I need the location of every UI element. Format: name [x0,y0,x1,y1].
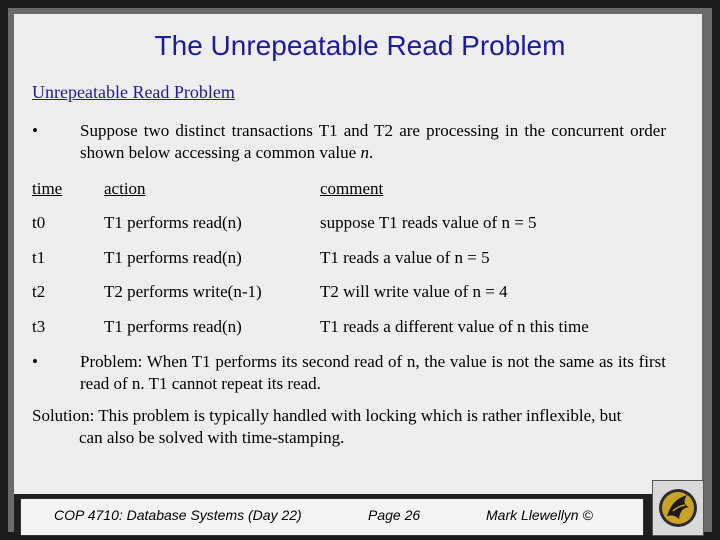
table-cell-action: T1 performs read(n) [104,248,242,267]
intro-text: Suppose two distinct transactions T1 and T2 are processing in the concurrent order shown below accessing a common value [80,121,666,162]
table-cell-comment: T2 will write value of n = 4 [320,282,508,301]
table-header-time: time [32,179,63,198]
table-cell-time: t2 [32,282,46,301]
footer-author: Mark Llewellyn © [486,507,593,523]
table-cell-comment: T1 reads a different value of n this time [320,317,589,336]
problem-paragraph: Problem: When T1 performs its second read of n, the value is not the same as its first read of n. T1 cannot repeat its read. [80,352,666,393]
table-cell-comment: T1 reads a value of n = 5 [320,248,490,267]
slide-title: The Unrepeatable Read Problem [154,30,566,61]
table-header-comment: comment [320,179,384,198]
table-cell-action: T1 performs read(n) [104,213,242,232]
intro-variable: n [360,143,369,162]
table-cell-time: t0 [32,213,46,232]
table-cell-action: T1 performs read(n) [104,317,242,336]
footer-page-number: Page 26 [368,507,421,523]
bullet-marker: • [32,121,38,140]
pegasus-logo-graphic [653,481,703,535]
intro-end: . [368,143,374,162]
bullet-marker: • [32,352,38,371]
table-cell-time: t3 [32,317,46,336]
table-cell-time: t1 [32,248,46,267]
intro-paragraph [80,120,666,164]
table-header-action: action [104,179,146,198]
table-cell-action: T2 performs write(n-1) [104,282,262,301]
ucf-pegasus-logo-icon [652,480,704,536]
solution-line-1: Solution: This problem is typically handled with locking which is rather inflexible, but [32,406,622,425]
slide-subtitle: Unrepeatable Read Problem [32,82,235,102]
solution-paragraph [32,405,668,449]
solution-line-2: can also be solved with time-stamping. [79,428,345,447]
table-cell-comment: suppose T1 reads value of n = 5 [320,213,537,232]
footer-course: COP 4710: Database Systems (Day 22) [54,507,302,523]
